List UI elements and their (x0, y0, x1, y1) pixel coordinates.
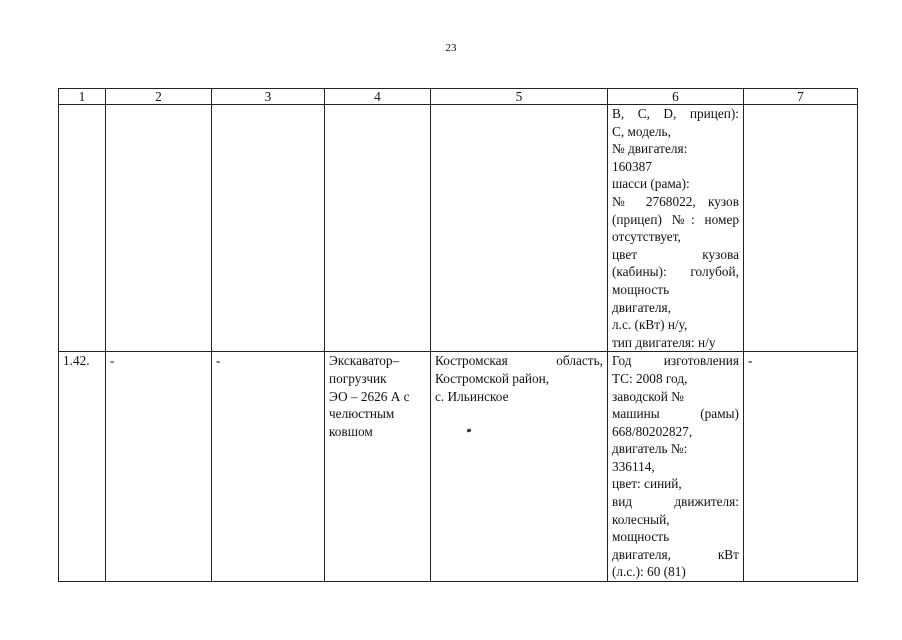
cell-line: ЭО – 2626 А с (329, 388, 410, 404)
cell-line: с. Ильинское (435, 388, 509, 404)
cell-line: ковшом (329, 423, 373, 439)
cell-line: двигателя, кВт (612, 546, 739, 562)
cell-line: 668/80202827, (612, 423, 693, 439)
table-row (59, 352, 858, 582)
header-row (59, 89, 858, 105)
header-cell-4: 4 (325, 89, 431, 105)
cell-line: погрузчик (329, 370, 387, 386)
cell-line: челюстным (329, 406, 395, 422)
cell-line: № 2768022, кузов (612, 193, 739, 209)
cell-line: Год изготовления (612, 353, 739, 369)
cell-line: шасси (рама): (612, 176, 690, 192)
page-number: 23 (445, 42, 457, 54)
row1-col6-vehicle-details (608, 105, 744, 352)
row1-col7 (744, 105, 858, 352)
row2-col6-vehicle-details (608, 352, 744, 582)
cell-line: колесный, (612, 511, 670, 527)
cell-line: заводской № (612, 388, 684, 404)
cell-line: № двигателя: (612, 141, 688, 157)
header-cell-6: 6 (608, 89, 744, 105)
cell-line: Костромской район, (435, 370, 550, 386)
header-cell-3: 3 (212, 89, 325, 105)
cell-line: В, С, D, прицеп): (612, 106, 739, 121)
cell-line: (кабины): голубой, (612, 264, 739, 280)
cell-line: 160387 (612, 158, 652, 174)
cell-line: мощность (612, 529, 670, 545)
row1-col1 (59, 105, 106, 352)
cell-line: отсутствует, (612, 229, 681, 245)
row1-col3 (212, 105, 325, 352)
cell-line: тип двигателя: н/у (612, 334, 716, 350)
cell-line: мощность (612, 281, 670, 297)
cell-line: Костромская область, (435, 353, 603, 369)
cell-line: двигатель №: (612, 441, 688, 457)
row2-col3: - (212, 352, 325, 582)
row1-col5 (431, 105, 608, 352)
cell-line: вид движителя: (612, 494, 739, 510)
row2-col4-equipment-name (325, 352, 431, 582)
cell-line: цвет: синий, (612, 476, 682, 492)
cell-line: цвет кузова (612, 246, 739, 262)
cell-line: (прицеп) №: номер (612, 211, 739, 227)
cell-line: 336114, (612, 458, 655, 474)
header-cell-5: 5 (431, 89, 608, 105)
cell-line: машины (рамы) (612, 406, 739, 422)
header-cell-1: 1 (59, 89, 106, 105)
cell-line: ТС: 2008 год, (612, 370, 688, 386)
cell-line: двигателя, (612, 299, 671, 315)
cell-line: Экскаватор– (329, 353, 400, 369)
row1-col2 (106, 105, 212, 352)
row2-number: 1.42. (59, 352, 106, 582)
table-row (59, 105, 858, 352)
row2-col2: - (106, 352, 212, 582)
header-cell-7: 7 (744, 89, 858, 105)
cell-line: (л.с.): 60 (81) (612, 564, 686, 580)
header-cell-2: 2 (106, 89, 212, 105)
row1-col4 (325, 105, 431, 352)
property-table (58, 88, 858, 582)
cell-line: С, модель, (612, 123, 671, 139)
cell-line: л.с. (кВт) н/у, (612, 317, 688, 333)
row2-col7: - (744, 352, 858, 582)
row2-col5-location (431, 352, 608, 582)
